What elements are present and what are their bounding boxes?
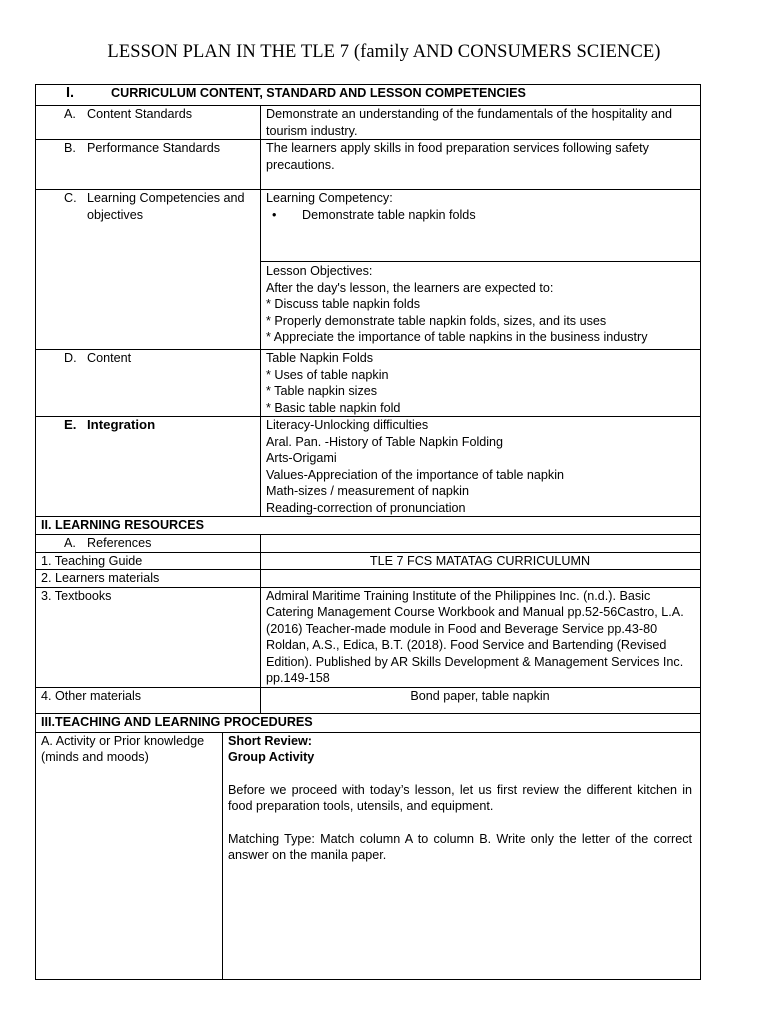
integration-line: Values-Appreciation of the importance of table napkin — [266, 467, 565, 482]
page-title: LESSON PLAN IN THE TLE 7 (family AND CONSUMERS SCIENCE) — [107, 42, 661, 62]
integration-label: Integration — [87, 417, 156, 432]
competency-bullet: Demonstrate table napkin folds — [302, 207, 476, 222]
performance-standards-letter: B. — [64, 141, 76, 155]
activity-label: A. Activity or Prior knowledge (minds and moods) — [36, 732, 223, 979]
section-1-heading: CURRICULUM CONTENT, STANDARD AND LESSON COMPETENCIES — [111, 86, 526, 100]
content-letter: D. — [64, 351, 77, 365]
activity-row — [36, 732, 701, 979]
other-materials-label: 4. Other materials — [36, 687, 261, 713]
competencies-label: Learning Competencies and objectives — [87, 191, 245, 222]
content-label: Content — [87, 351, 132, 365]
competencies-letter: C. — [64, 191, 77, 205]
competency-heading: Learning Competency: — [266, 191, 393, 205]
learners-materials-label: 2. Learners materials — [36, 570, 261, 588]
content-row — [36, 350, 701, 417]
integration-line: Aral. Pan. -History of Table Napkin Folding — [266, 434, 504, 449]
section-2-heading: II. LEARNING RESOURCES — [36, 517, 701, 535]
content-line: * Table napkin sizes — [266, 384, 378, 398]
teaching-guide-label: 1. Teaching Guide — [36, 552, 261, 570]
references-letter: A. — [64, 536, 76, 550]
integration-letter: E. — [64, 417, 77, 432]
content-standards-letter: A. — [64, 107, 76, 121]
content-standards-value: Demonstrate an understanding of the fundamentals of the hospitality and tourism industry. — [261, 106, 701, 140]
performance-standards-value: The learners apply skills in food preparation services following safety precautions. — [261, 140, 701, 190]
content-line: * Uses of table napkin — [266, 367, 389, 382]
performance-standards-row — [36, 140, 701, 190]
textbooks-row — [36, 587, 701, 687]
teaching-guide-row — [36, 552, 701, 570]
bullet-icon: • — [272, 207, 277, 222]
competencies-row — [36, 190, 701, 262]
textbooks-value: Admiral Maritime Training Institute of the Philippines Inc. (n.d.). Basic Catering Management Course Workbook and Manual pp.52-56Castro, L.A. (2016) Teacher-made module in Food and Beverage Service pp.43-80 Roldan, A.S., Edica, B.T. (2018). Food Service and Bartending (Revised Edition). Published by AR Skills Development & Management Services Inc. pp.149-158 — [261, 587, 701, 687]
section-1-header-row — [36, 85, 701, 106]
integration-line: Literacy-Unlocking difficulties — [266, 418, 429, 432]
objective-line: * Discuss table napkin folds — [266, 297, 421, 311]
section-3-header-row — [36, 713, 701, 732]
integration-line: Math-sizes / measurement of napkin — [266, 484, 469, 498]
references-label: References — [87, 536, 152, 550]
section-2-header-row — [36, 517, 701, 535]
integration-row — [36, 417, 701, 517]
content-standards-label: Content Standards — [87, 107, 193, 121]
textbooks-label: 3. Textbooks — [36, 587, 261, 687]
objective-line: * Appreciate the importance of table napkins in the business industry — [266, 330, 648, 344]
objective-line: After the day's lesson, the learners are expected to: — [266, 280, 554, 295]
short-review-heading: Short Review: — [228, 733, 312, 748]
section-1-numeral: I. — [66, 85, 75, 101]
content-line: * Basic table napkin fold — [266, 400, 401, 415]
learners-materials-row — [36, 570, 701, 588]
other-materials-value: Bond paper, table napkin — [261, 687, 701, 713]
references-row — [36, 535, 701, 553]
group-activity-heading: Group Activity — [228, 750, 315, 764]
integration-line: Arts-Origami — [266, 451, 337, 465]
content-standards-row — [36, 106, 701, 140]
section-3-heading: III.TEACHING AND LEARNING PROCEDURES — [36, 713, 701, 732]
matching-instructions: Matching Type: Match column A to column B. Write only the letter of the correct answer on the manila paper. — [228, 831, 693, 862]
lesson-plan-table — [35, 84, 701, 980]
other-materials-row — [36, 687, 701, 713]
objectives-heading: Lesson Objectives: — [266, 264, 373, 278]
objective-line: * Properly demonstrate table napkin folds, sizes, and its uses — [266, 313, 607, 328]
learners-materials-value — [261, 570, 701, 588]
content-line: Table Napkin Folds — [266, 351, 374, 365]
integration-line: Reading-correction of pronunciation — [266, 500, 466, 515]
review-paragraph: Before we proceed with today’s lesson, let us first review the different kitchen in food preparation tools, utensils, and equipment. — [228, 782, 693, 813]
teaching-guide-value: TLE 7 FCS MATATAG CURRICULUMN — [261, 552, 701, 570]
performance-standards-label: Performance Standards — [87, 141, 221, 155]
